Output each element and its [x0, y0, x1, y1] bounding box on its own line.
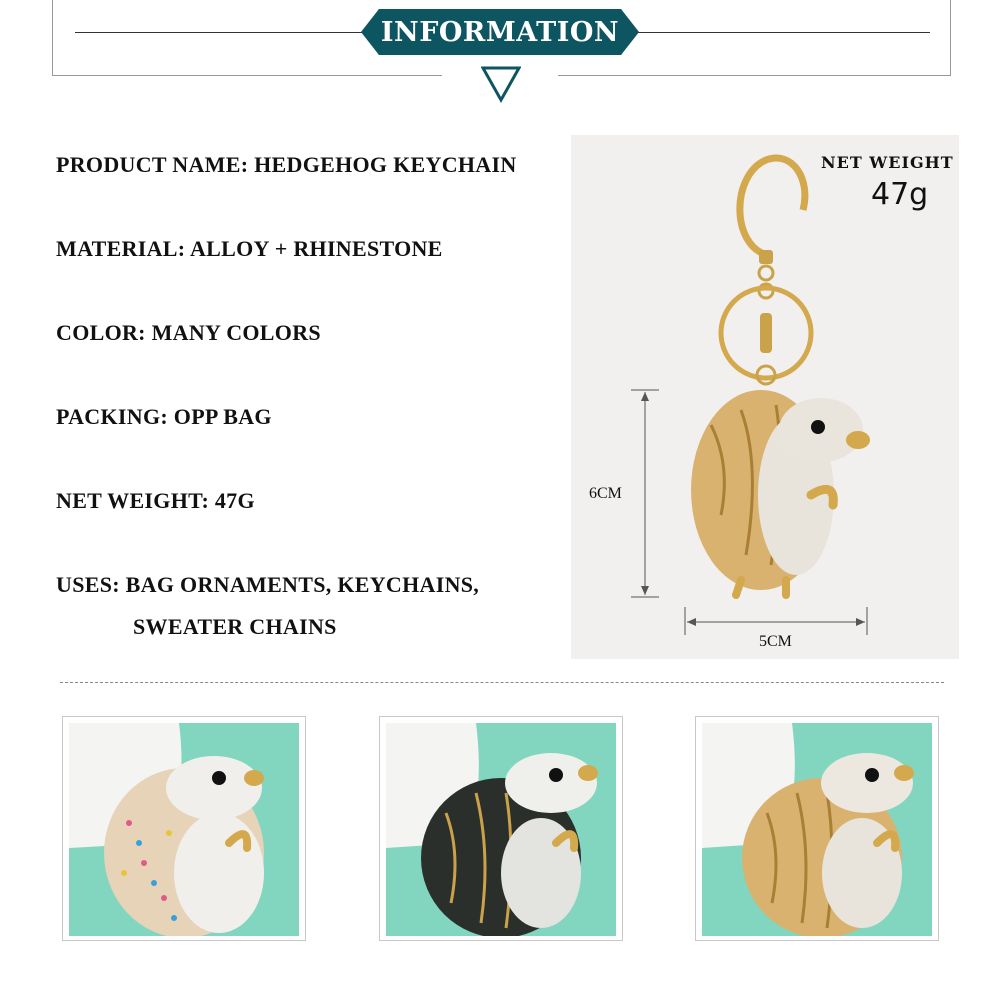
header-rule-left	[75, 32, 365, 33]
spec-uses-continuation: SWEATER CHAINS	[133, 614, 337, 639]
section-divider	[60, 682, 944, 683]
variant-thumbnail-multicolor[interactable]	[62, 716, 306, 941]
photo-net-weight-label: NET WEIGHT	[821, 153, 954, 172]
hedgehog-black-image	[386, 723, 616, 936]
product-photo-panel	[571, 135, 959, 659]
width-dimension-label: 5CM	[759, 633, 792, 650]
hedgehog-multicolor-image	[69, 723, 299, 936]
spec-color: COLOR: MANY COLORS	[56, 320, 321, 345]
down-arrow-icon	[481, 66, 521, 104]
variant-thumbnail-gold[interactable]	[695, 716, 939, 941]
height-dimension-label: 6CM	[589, 485, 622, 502]
banner-title: INFORMATION	[380, 16, 620, 48]
hedgehog-keychain-illustration	[571, 135, 959, 659]
variant-thumbnail-black[interactable]	[379, 716, 623, 941]
hedgehog-gold-image	[702, 723, 932, 936]
spec-product-name: PRODUCT NAME: HEDGEHOG KEYCHAIN	[56, 152, 517, 177]
information-banner	[361, 9, 639, 55]
header-rule-right	[634, 32, 930, 33]
spec-packing: PACKING: OPP BAG	[56, 404, 272, 429]
spec-material: MATERIAL: ALLOY + RHINESTONE	[56, 236, 443, 261]
photo-net-weight-value: 47g	[871, 177, 929, 212]
spec-net-weight: NET WEIGHT: 47G	[56, 488, 255, 513]
spec-uses: USES: BAG ORNAMENTS, KEYCHAINS,	[56, 572, 480, 597]
